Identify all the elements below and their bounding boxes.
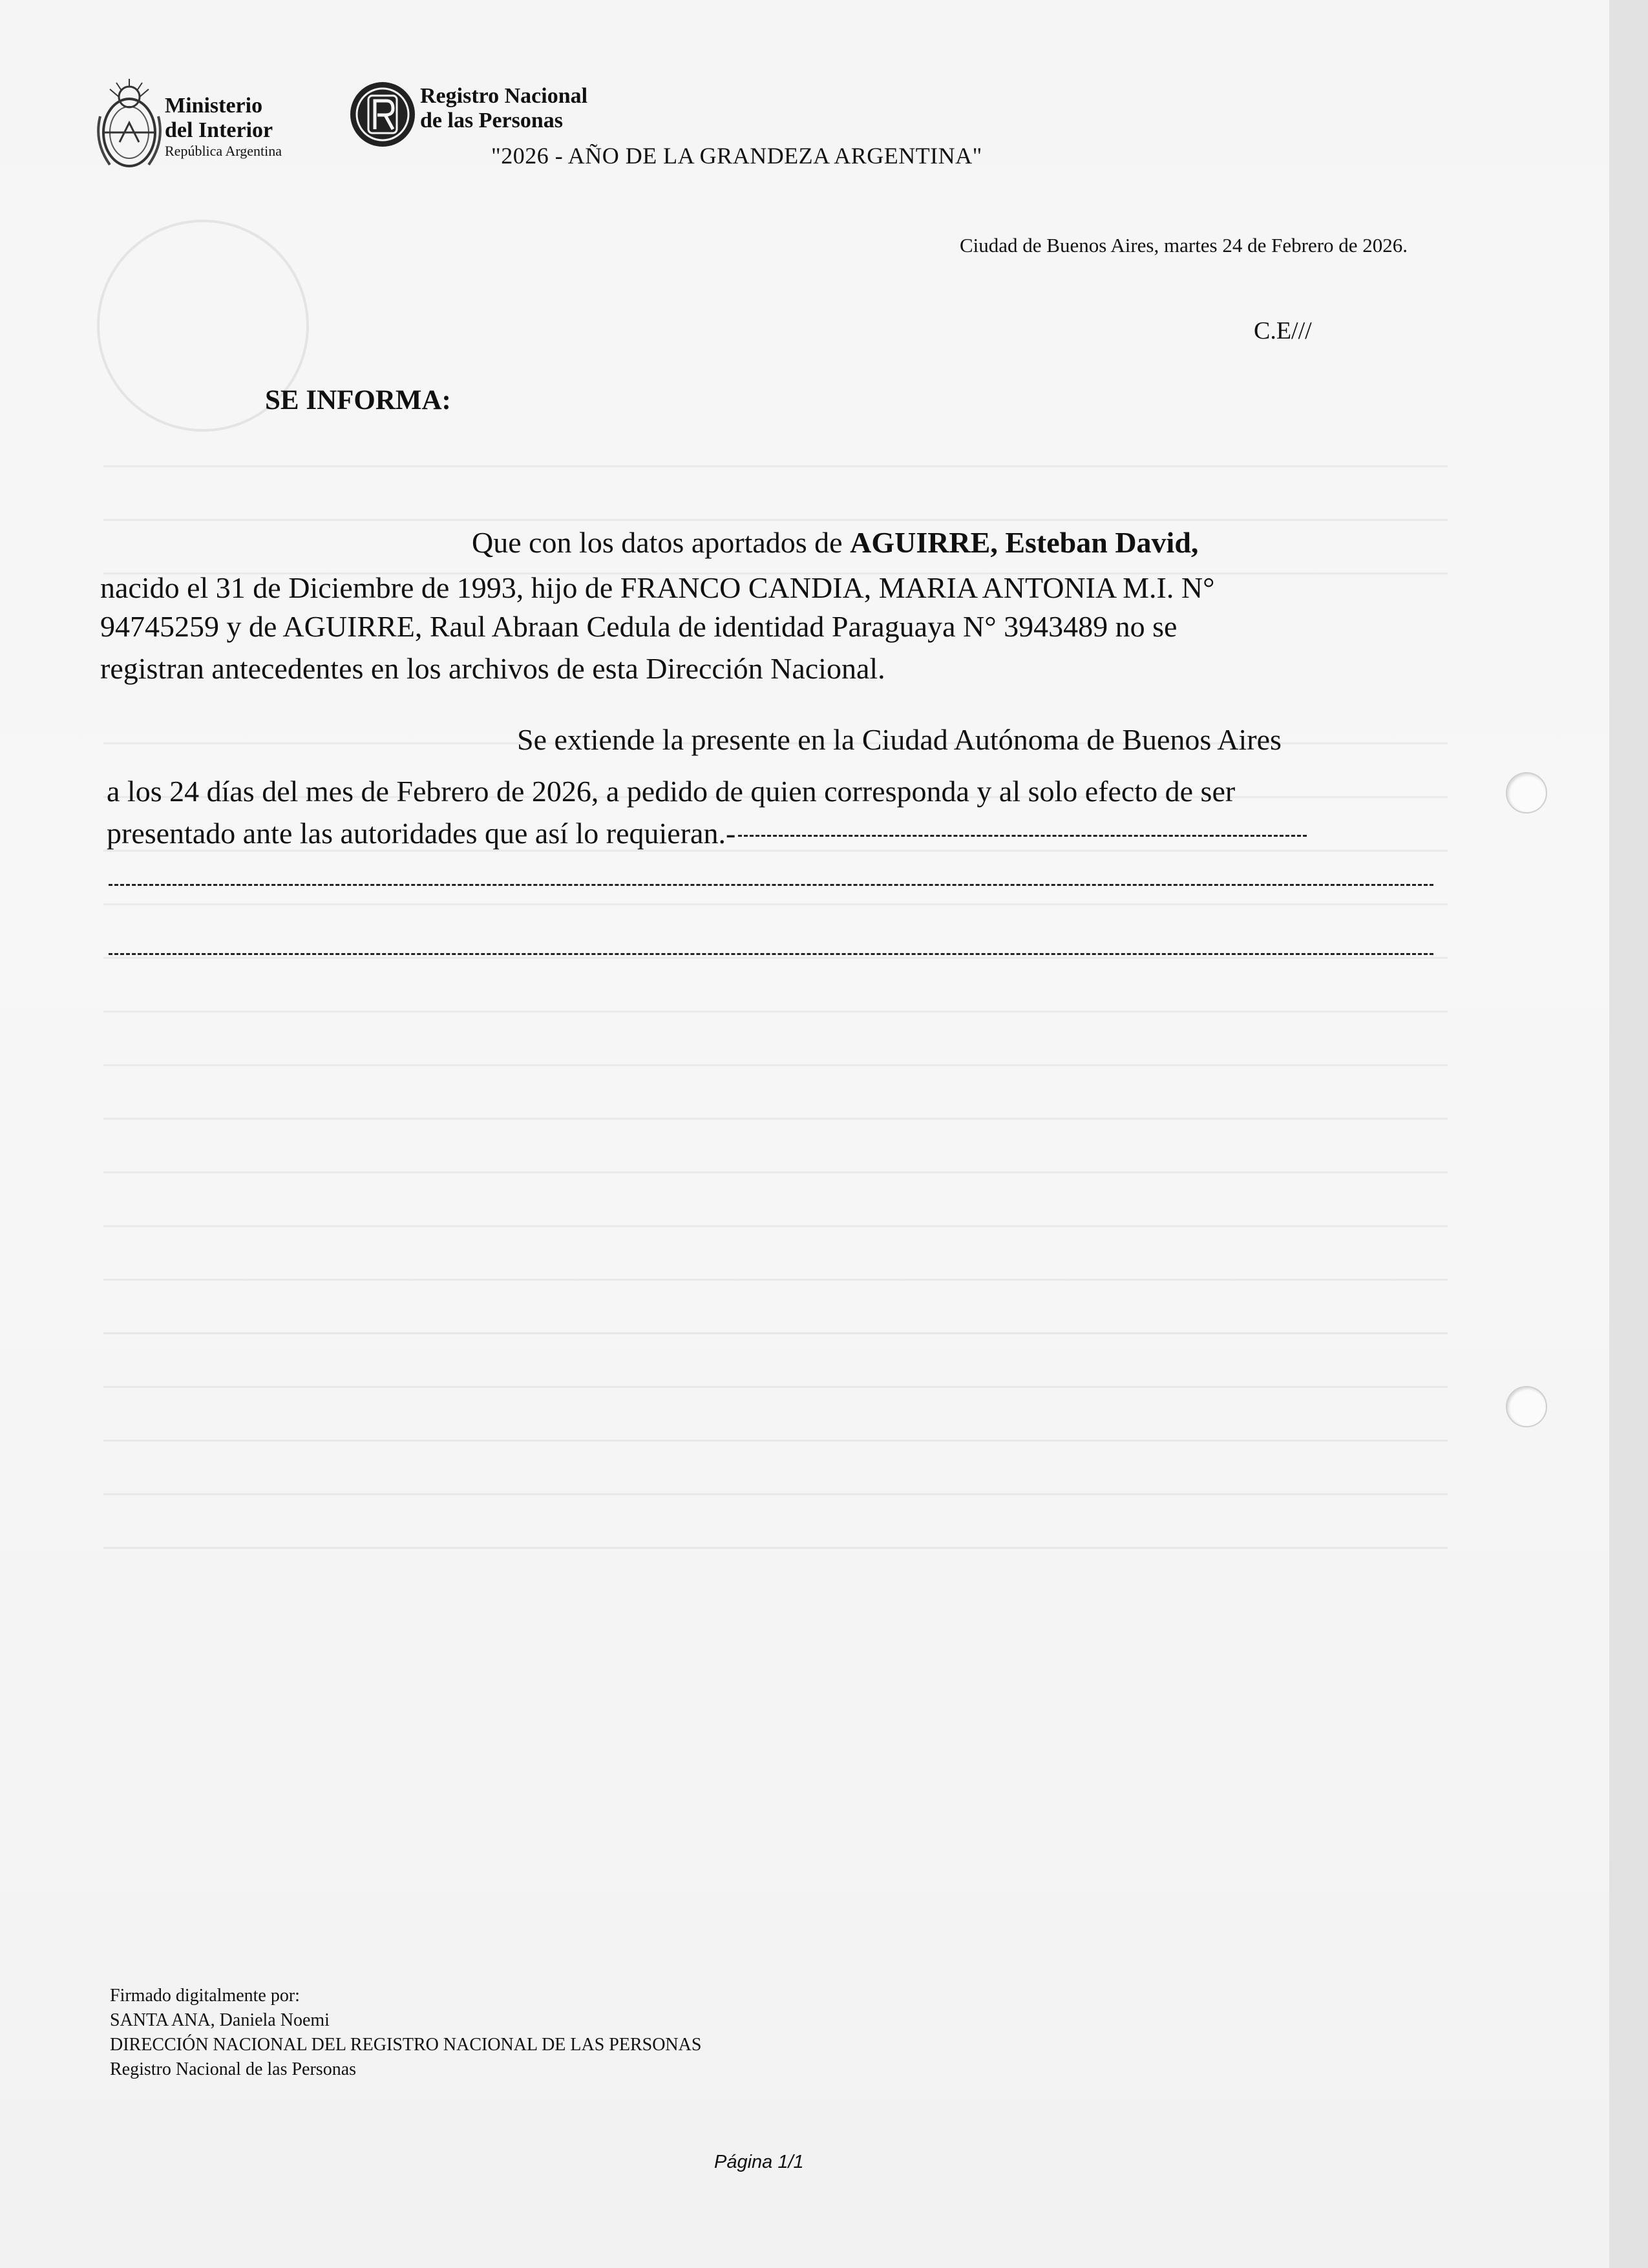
signature-label: Firmado digitalmente por:	[110, 1986, 300, 2006]
punch-hole	[1506, 1386, 1547, 1427]
fill-dash-line	[109, 884, 1433, 886]
body-paragraph-1-line-3: 94745259 y de AGUIRRE, Raul Abraan Cedula de identidad Paraguaya N° 3943489 no se	[100, 610, 1178, 643]
reference-code: C.E///	[1254, 317, 1312, 344]
signer-name: SANTA ANA, Daniela Noemi	[110, 2010, 330, 2030]
fill-dashes	[738, 835, 1307, 837]
digital-signature-block	[110, 1984, 701, 2082]
signer-office: DIRECCIÓN NACIONAL DEL REGISTRO NACIONAL DE LAS PERSONAS	[110, 2035, 702, 2055]
intro-text: Que con los datos aportados de	[472, 526, 850, 559]
body-paragraph-1-line-1	[472, 523, 1198, 562]
ministerio-subtitle: República Argentina	[165, 143, 282, 159]
registro-r-icon	[349, 78, 417, 152]
closing-text: presentado ante las autoridades que así lo requieran.-	[107, 817, 736, 850]
body-paragraph-2-line-1: Se extiende la presente en la Ciudad Autónoma de Buenos Aires	[517, 723, 1282, 756]
page-edge-background	[1609, 0, 1648, 2268]
body-paragraph-2-line-3	[107, 814, 1307, 853]
fill-dash-line	[109, 953, 1433, 955]
ministerio-line1: Ministerio	[165, 94, 263, 118]
coat-of-arms-icon	[90, 78, 168, 181]
page-number: Página 1/1	[714, 2152, 804, 2172]
body-paragraph-1-line-2: nacido el 31 de Diciembre de 1993, hijo de FRANCO CANDIA, MARIA ANTONIA M.I. N°	[100, 571, 1215, 604]
subject-name: AGUIRRE, Esteban David,	[850, 526, 1199, 559]
signer-org: Registro Nacional de las Personas	[110, 2059, 357, 2079]
ministerio-logo	[84, 71, 368, 187]
year-motto: "2026 - AÑO DE LA GRANDEZA ARGENTINA"	[491, 143, 982, 169]
document-title: SE INFORMA:	[265, 385, 451, 415]
body-paragraph-1-line-4: registran antecedentes en los archivos de esta Dirección Nacional.	[100, 652, 885, 685]
registro-line2: de las Personas	[420, 109, 563, 132]
punch-hole	[1506, 772, 1547, 814]
registro-line1: Registro Nacional	[420, 84, 588, 108]
ministerio-line2: del Interior	[165, 118, 273, 142]
body-paragraph-2-line-2: a los 24 días del mes de Febrero de 2026, a pedido de quien corresponda y al solo efecto de ser	[107, 775, 1236, 808]
date-line: Ciudad de Buenos Aires, martes 24 de Febrero de 2026.	[960, 234, 1408, 257]
